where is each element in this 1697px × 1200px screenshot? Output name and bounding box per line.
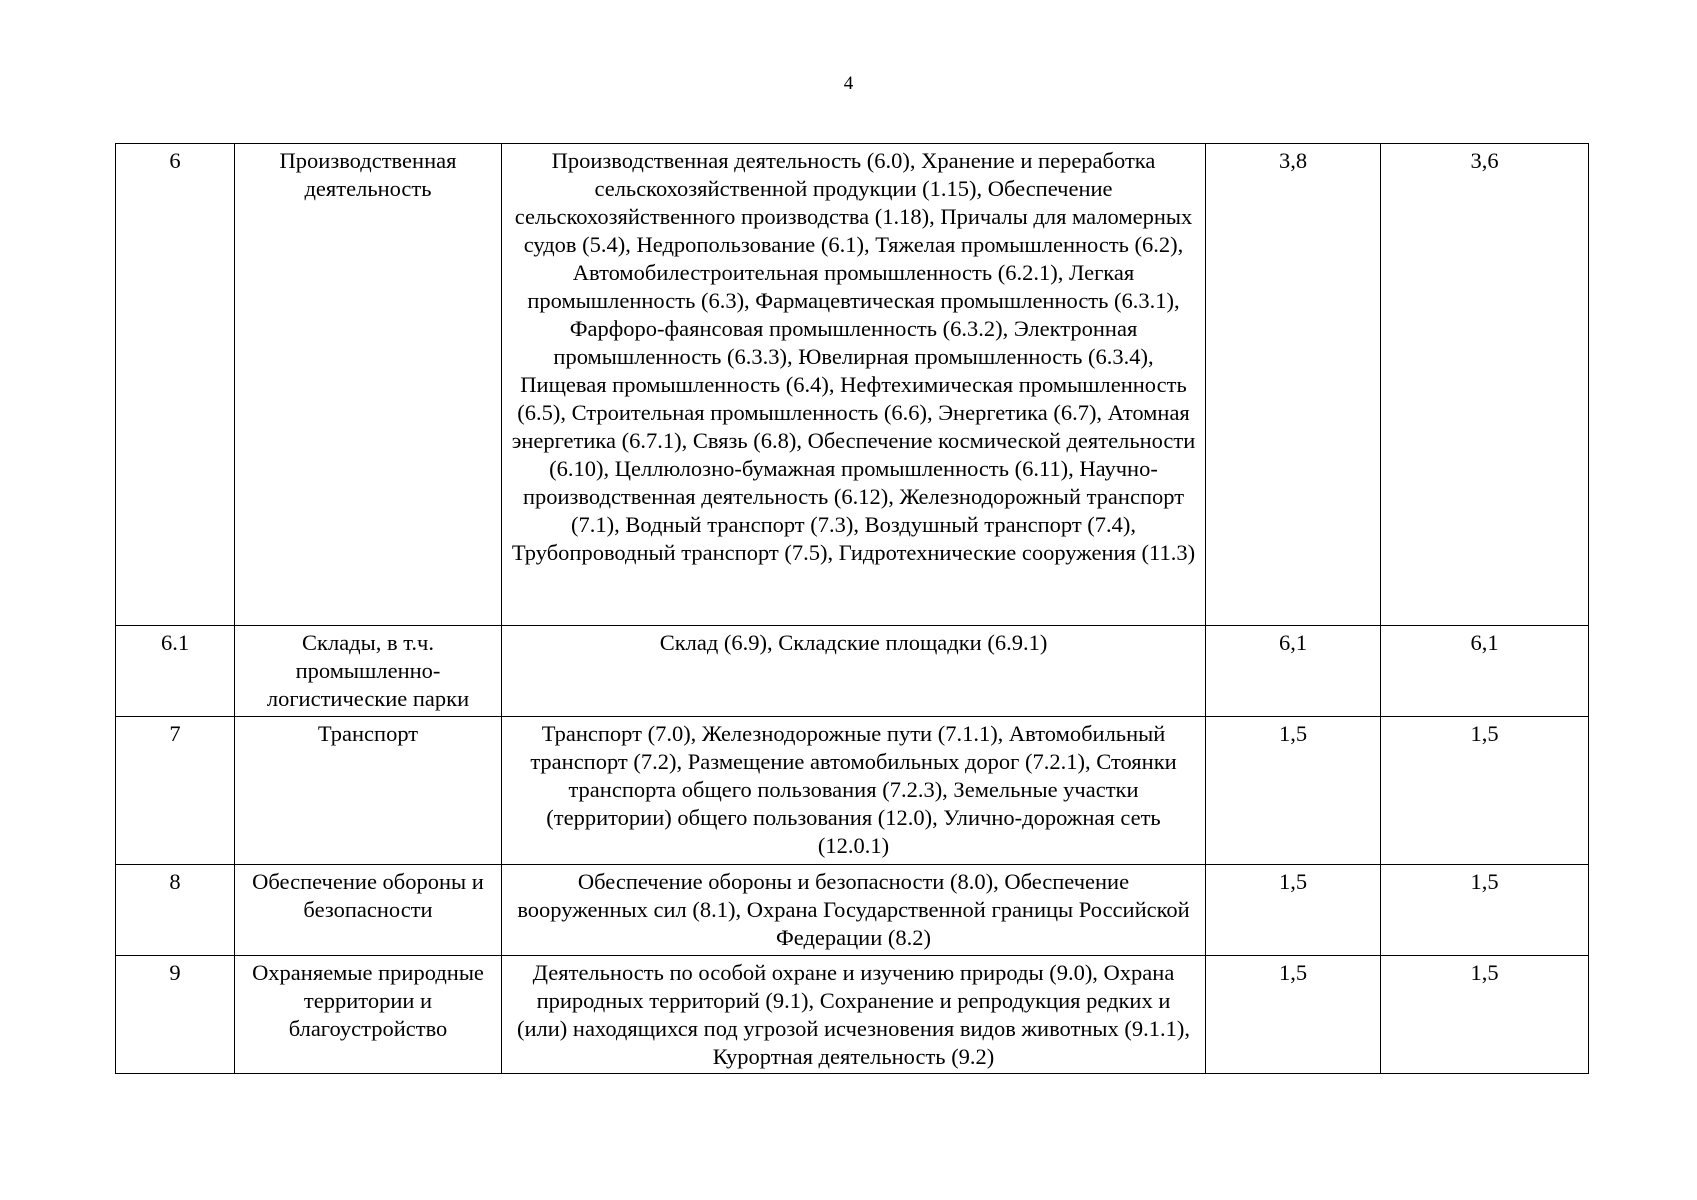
table-row (116, 717, 1589, 865)
zone-name-cell: Обеспечение обороны и безопасности (235, 865, 502, 956)
row-number-cell: 7 (116, 717, 235, 865)
row-number-cell: 6.1 (116, 626, 235, 717)
value-cell-1: 3,8 (1206, 144, 1381, 626)
permitted-use-cell: Деятельность по особой охране и изучению природы (9.0), Охрана природных территорий (9.1), Сохранение и репродукция редких и (или) находящихся под угрозой исчезновения видов животных (9.1.1), Курортная деятельность (9.2) (502, 956, 1206, 1074)
permitted-use-cell: Склад (6.9), Складские площадки (6.9.1) (502, 626, 1206, 717)
table-row (116, 144, 1589, 626)
page-number: 4 (843, 73, 854, 94)
value-cell-1: 1,5 (1206, 956, 1381, 1074)
zone-name-cell: Транспорт (235, 717, 502, 865)
value-cell-1: 1,5 (1206, 865, 1381, 956)
row-number-cell: 9 (116, 956, 235, 1074)
zone-name-cell: Охраняемые природные территории и благоустройство (235, 956, 502, 1074)
value-cell-2: 1,5 (1381, 717, 1589, 865)
zone-name-cell: Производственная деятельность (235, 144, 502, 626)
permitted-use-cell: Производственная деятельность (6.0), Хранение и переработка сельскохозяйственной продукции (1.15), Обеспечение сельскохозяйственного производства (1.18), Причалы для маломерных судов (5.4), Недропользование (6.1), Тяжелая промышленность (6.2), Автомобилестроительная промышленность (6.2.1), Легкая промышленность (6.3), Фармацевтическая промышленность (6.3.1), Фарфоро-фаянсовая промышленность (6.3.2), Электронная промышленность (6.3.3), Ювелирная промышленность (6.3.4), Пищевая промышленность (6.4), Нефтехимическая промышленность (6.5), Строительная промышленность (6.6), Энергетика (6.7), Атомная энергетика (6.7.1), Связь (6.8), Обеспечение космической деятельности (6.10), Целлюлозно-бумажная промышленность (6.11), Научно-производственная деятельность (6.12), Железнодорожный транспорт (7.1), Водный транспорт (7.3), Воздушный транспорт (7.4), Трубопроводный транспорт (7.5), Гидротехнические сооружения (11.3) (502, 144, 1206, 626)
row-number-cell: 6 (116, 144, 235, 626)
value-cell-2: 3,6 (1381, 144, 1589, 626)
value-cell-2: 6,1 (1381, 626, 1589, 717)
value-cell-2: 1,5 (1381, 956, 1589, 1074)
table-row (116, 956, 1589, 1074)
value-cell-1: 1,5 (1206, 717, 1381, 865)
table-row (116, 626, 1589, 717)
permitted-use-cell: Обеспечение обороны и безопасности (8.0), Обеспечение вооруженных сил (8.1), Охрана Государственной границы Российской Федерации (8.2) (502, 865, 1206, 956)
zone-name-cell: Склады, в т.ч. промышленно-логистические парки (235, 626, 502, 717)
permitted-use-cell: Транспорт (7.0), Железнодорожные пути (7.1.1), Автомобильный транспорт (7.2), Размещение автомобильных дорог (7.2.1), Стоянки транспорта общего пользования (7.2.3), Земельные участки (территории) общего пользования (12.0), Улично-дорожная сеть (12.0.1) (502, 717, 1206, 865)
row-number-cell: 8 (116, 865, 235, 956)
value-cell-2: 1,5 (1381, 865, 1589, 956)
zoning-table (115, 143, 1589, 1074)
table-row (116, 865, 1589, 956)
value-cell-1: 6,1 (1206, 626, 1381, 717)
